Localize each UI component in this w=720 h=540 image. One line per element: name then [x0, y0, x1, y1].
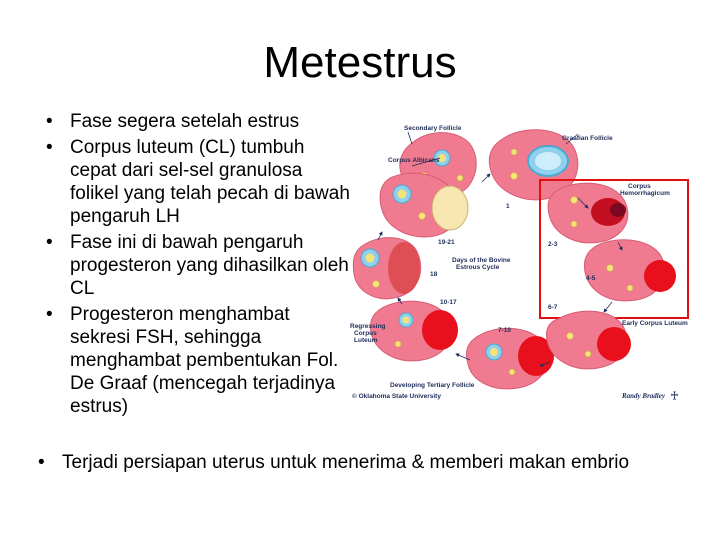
- label-regressing-1: Regressing: [350, 323, 386, 330]
- label-copyright: © Oklahoma State University: [352, 393, 441, 400]
- day-label: 19-21: [438, 239, 455, 246]
- ovary-day-18: [353, 238, 420, 299]
- label-corpus-hemorrhagicum-1: Corpus: [628, 183, 651, 190]
- day-label: 2-3: [548, 241, 558, 248]
- label-graafian-follicle: Graafian Follicle: [562, 135, 613, 142]
- label-corpus-hemorrhagicum-2: Hemorrhagicum: [620, 190, 670, 197]
- day-label: 6-7: [548, 304, 558, 311]
- label-developing-tertiary: Developing Tertiary Follicle: [390, 382, 475, 389]
- ovary-day-7-10: [466, 328, 554, 389]
- day-label: 18: [430, 271, 438, 278]
- ovary-early-corpus-luteum: [547, 311, 632, 369]
- bullet-item: • Corpus luteum (CL) tumbuh cepat dari sel-sel granulosa folikel yang telah pecah di bawah pengaruh LH: [44, 136, 354, 228]
- bullet-item: • Fase segera setelah estrus: [44, 110, 354, 133]
- day-label: 10-17: [440, 299, 457, 306]
- slide-title: Metestrus: [263, 38, 457, 87]
- day-label: 1: [506, 203, 510, 210]
- label-secondary-follicle: Secondary Follicle: [404, 125, 462, 132]
- day-label: 4-5: [586, 275, 596, 282]
- bullet-item: • Progesteron menghambat sekresi FSH, sehingga menghambat pembentukan Fol. De Graaf (mencegah terjadinya estrus): [44, 303, 354, 418]
- bottom-bullet: • Terjadi persiapan uterus untuk menerima & memberi makan embrio: [36, 451, 702, 474]
- bullet-item: • Fase ini di bawah pengaruh progesteron yang dihasilkan oleh CL: [44, 231, 354, 300]
- label-regressing-2: Corpus: [354, 330, 377, 337]
- ovary-day-4-5: [584, 240, 676, 301]
- ovary-day-10-17: [370, 301, 458, 361]
- ovary-corpus-hemorrhagicum: [548, 183, 628, 243]
- day-label: 7-10: [498, 327, 512, 334]
- label-cycle-line-1: Days of the Bovine: [452, 257, 511, 264]
- label-regressing-3: Luteum: [354, 337, 378, 344]
- estrous-cycle-diagram: [342, 108, 692, 408]
- label-early-corpus-luteum: Early Corpus Luteum: [622, 320, 688, 327]
- label-corpus-albicans: Corpus Albicans: [388, 157, 440, 164]
- bullet-list: [44, 110, 354, 421]
- logo-icon: ♰: [670, 389, 679, 403]
- signature: Randy Bradley: [622, 392, 665, 400]
- label-cycle-line-2: Estrous Cycle: [456, 264, 500, 271]
